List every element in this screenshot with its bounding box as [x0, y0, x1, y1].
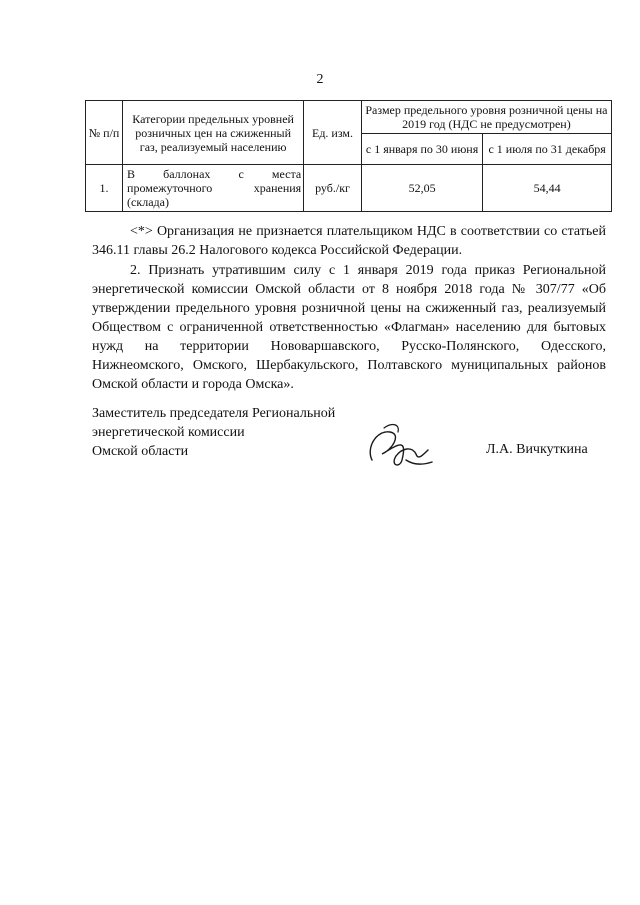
- header-price-group: Размер предельного уровня розничной цены на 2019 год (НДС не предусмотрен): [361, 101, 611, 134]
- handwritten-signature: [362, 420, 442, 476]
- price-table: [85, 100, 612, 212]
- table-header-row: [86, 101, 612, 134]
- header-category: Категории предельных уровней розничных цен на сжиженный газ, реализуемый населению: [123, 101, 304, 165]
- row-unit: руб./кг: [304, 165, 362, 212]
- row-value-2: 54,44: [483, 165, 612, 212]
- position-line-3: Омской области: [92, 444, 189, 459]
- row-value-1: 52,05: [361, 165, 482, 212]
- row-category: В баллонах с места промежуточного хранения (склада): [123, 165, 304, 212]
- header-unit: Ед. изм.: [304, 101, 362, 165]
- header-num: № п/п: [86, 101, 123, 165]
- position-line-2: энергетической комиссии: [92, 425, 245, 440]
- footnote: <*> Организация не признается плательщиком НДС в соответствии со статьей 346.11 главы 26.2 Налогового кодекса Российской Федерации.: [92, 224, 606, 258]
- page-number: 2: [316, 72, 324, 87]
- position-line-1: Заместитель председателя Региональной: [92, 406, 336, 421]
- header-period-1: с 1 января по 30 июня: [361, 134, 482, 165]
- table-row: [86, 165, 612, 212]
- signatory-position: [92, 404, 392, 461]
- row-num: 1.: [86, 165, 123, 212]
- signatory-name: Л.А. Вичкуткина: [486, 442, 588, 457]
- header-period-2: с 1 июля по 31 декабря: [483, 134, 612, 165]
- clause-2: 2. Признать утратившим силу с 1 января 2019 года приказ Региональной энергетической комиссии Омской области от 8 ноября 2018 года № 307/77 «Об утверждении предельного уровня розничной цены на сжиженный газ, реализуемый Обществом с ограниченной ответственностью «Флагман» населению для бытовых нужд на территории Нововаршавского, Русско-Полянского, Одесского, Нижнеомского, Омского, Шербакульского, Полтавского муниципальных районов Омской области и города Омска».: [92, 263, 606, 392]
